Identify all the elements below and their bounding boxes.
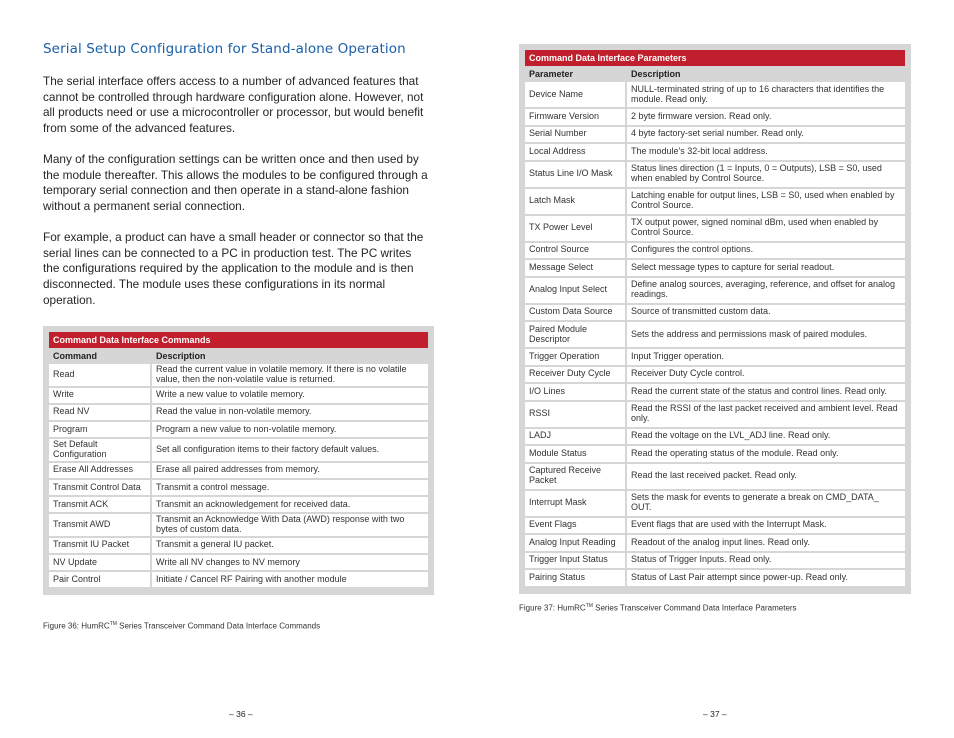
commands-table-body <box>49 364 428 589</box>
caption-suffix: Series Transceiver Command Data Interface Parameters <box>592 603 797 613</box>
table-row <box>525 260 905 278</box>
table-row <box>49 388 428 405</box>
parameters-table-frame <box>519 44 911 594</box>
table-cell-description: Set all configuration items to their factory default values. <box>152 439 428 463</box>
table-row <box>49 439 428 463</box>
table-cell-description: Read the RSSI of the last packet received and ambient level. Read only. <box>627 402 905 429</box>
table-row <box>525 322 905 349</box>
table-cell-description: Erase all paired addresses from memory. <box>152 463 428 480</box>
table-row <box>49 463 428 480</box>
table-cell-description: NULL-terminated string of up to 16 characters that identifies the module. Read only. <box>627 82 905 109</box>
table-row <box>525 305 905 323</box>
table-cell-description: Transmit an Acknowledge With Data (AWD) response with two bytes of custom data. <box>152 514 428 538</box>
trademark-mark: TM <box>109 621 117 627</box>
table-cell-description: Read the value in non-volatile memory. <box>152 405 428 422</box>
table-cell-description: Transmit an acknowledgement for received data. <box>152 497 428 514</box>
table-cell-name: Latch Mask <box>525 189 627 216</box>
table-row <box>525 518 905 536</box>
table-cell-description: Define analog sources, averaging, reference, and offset for analog readings. <box>627 278 905 305</box>
table-row <box>525 535 905 553</box>
table-row <box>49 538 428 555</box>
table-cell-name: Paired Module Descriptor <box>525 322 627 349</box>
table-cell-name: Captured Receive Packet <box>525 464 627 491</box>
table-row <box>525 570 905 588</box>
table-row <box>525 349 905 367</box>
right-page <box>477 0 954 738</box>
table-cell-name: Module Status <box>525 446 627 464</box>
table-row <box>49 497 428 514</box>
page-number: – 37 – <box>703 709 727 719</box>
table-cell-name: Serial Number <box>525 127 627 145</box>
table-cell-description: Initiate / Cancel RF Pairing with another module <box>152 572 428 589</box>
table-cell-description: Read the current value in volatile memory. If there is no volatile value, then the non-volatile value is returned. <box>152 364 428 388</box>
table-cell-name: Local Address <box>525 144 627 162</box>
commands-col-description: Description <box>152 348 428 364</box>
caption-suffix: Series Transceiver Command Data Interface Commands <box>116 621 321 631</box>
table-cell-name: Firmware Version <box>525 109 627 127</box>
table-cell-name: Read NV <box>49 405 152 422</box>
commands-table-frame <box>43 326 434 595</box>
page-number: – 36 – <box>229 709 253 719</box>
table-cell-name: Read <box>49 364 152 388</box>
table-cell-name: Trigger Operation <box>525 349 627 367</box>
commands-table-title: Command Data Interface Commands <box>49 332 428 348</box>
section-title: Serial Setup Configuration for Stand-alone Operation <box>43 41 406 57</box>
table-row <box>49 364 428 388</box>
table-cell-description: Sets the address and permissions mask of paired modules. <box>627 322 905 349</box>
table-row <box>525 189 905 216</box>
table-row <box>49 555 428 572</box>
table-cell-name: Control Source <box>525 243 627 261</box>
parameters-table-body <box>525 82 905 588</box>
table-cell-name: Analog Input Select <box>525 278 627 305</box>
table-cell-description: Read the current state of the status and control lines. Read only. <box>627 384 905 402</box>
table-cell-description: Readout of the analog input lines. Read only. <box>627 535 905 553</box>
table-cell-description: Program a new value to non-volatile memory. <box>152 422 428 439</box>
table-row <box>525 553 905 571</box>
figure-36-caption <box>43 621 320 631</box>
table-row <box>525 384 905 402</box>
table-cell-description: TX output power, signed nominal dBm, used when enabled by Control Source. <box>627 216 905 243</box>
caption-prefix: Figure 36: HumRC <box>43 621 110 631</box>
table-row <box>525 162 905 189</box>
table-cell-name: Analog Input Reading <box>525 535 627 553</box>
table-cell-description: Transmit a control message. <box>152 480 428 497</box>
table-cell-description: Write a new value to volatile memory. <box>152 388 428 405</box>
table-cell-name: NV Update <box>49 555 152 572</box>
table-cell-name: Message Select <box>525 260 627 278</box>
table-row <box>49 405 428 422</box>
paragraph-example: For example, a product can have a small header or connector so that the serial lines can be connected to a PC in production test. The PC writes the configurations required by the application to the module and is then disconnected. The module uses these configurations in its normal operation. <box>43 230 424 307</box>
table-row <box>525 278 905 305</box>
paragraph-config: Many of the configuration settings can be written once and then used by the module thereafter. This allows the modules to be configured through a temporary serial connection and then operate in a stand-alone fashion without a permanent serial connection. <box>43 152 428 214</box>
table-row <box>49 480 428 497</box>
table-row <box>525 109 905 127</box>
table-cell-description: Sets the mask for events to generate a break on CMD_DATA_ OUT. <box>627 491 905 518</box>
table-cell-name: Receiver Duty Cycle <box>525 367 627 385</box>
table-cell-name: Interrupt Mask <box>525 491 627 518</box>
table-cell-description: 4 byte factory-set serial number. Read only. <box>627 127 905 145</box>
table-cell-description: Transmit a general IU packet. <box>152 538 428 555</box>
parameters-col-description: Description <box>627 66 905 82</box>
table-row <box>525 144 905 162</box>
parameters-table-title: Command Data Interface Parameters <box>525 50 905 66</box>
table-cell-name: Trigger Input Status <box>525 553 627 571</box>
table-cell-name: I/O Lines <box>525 384 627 402</box>
table-row <box>49 572 428 589</box>
table-cell-name: Erase All Addresses <box>49 463 152 480</box>
table-cell-description: Source of transmitted custom data. <box>627 305 905 323</box>
table-cell-description: Select message types to capture for serial readout. <box>627 260 905 278</box>
parameters-col-parameter: Parameter <box>525 66 627 82</box>
figure-37-caption <box>519 603 797 613</box>
table-cell-description: Event flags that are used with the Interrupt Mask. <box>627 518 905 536</box>
commands-col-command: Command <box>49 348 152 364</box>
table-row <box>525 464 905 491</box>
parameters-table <box>525 50 905 588</box>
table-cell-name: Custom Data Source <box>525 305 627 323</box>
table-row <box>525 216 905 243</box>
table-cell-description: Receiver Duty Cycle control. <box>627 367 905 385</box>
table-cell-name: Pair Control <box>49 572 152 589</box>
table-cell-description: Configures the control options. <box>627 243 905 261</box>
table-cell-description: Status of Trigger Inputs. Read only. <box>627 553 905 571</box>
table-cell-description: Read the operating status of the module. Read only. <box>627 446 905 464</box>
table-row <box>525 243 905 261</box>
table-cell-description: Status lines direction (1 = Inputs, 0 = Outputs), LSB = S0, used when enabled by Control Source. <box>627 162 905 189</box>
table-row <box>525 429 905 447</box>
table-cell-name: RSSI <box>525 402 627 429</box>
table-row <box>525 402 905 429</box>
table-row <box>525 127 905 145</box>
table-cell-description: Read the voltage on the LVL_ADJ line. Read only. <box>627 429 905 447</box>
table-cell-description: Write all NV changes to NV memory <box>152 555 428 572</box>
table-cell-description: Read the last received packet. Read only. <box>627 464 905 491</box>
table-row <box>49 422 428 439</box>
table-cell-description: The module's 32-bit local address. <box>627 144 905 162</box>
table-row <box>525 491 905 518</box>
table-cell-description: Status of Last Pair attempt since power-up. Read only. <box>627 570 905 588</box>
table-cell-name: Program <box>49 422 152 439</box>
table-cell-description: Input Trigger operation. <box>627 349 905 367</box>
table-cell-description: 2 byte firmware version. Read only. <box>627 109 905 127</box>
table-cell-name: Transmit IU Packet <box>49 538 152 555</box>
table-cell-name: Transmit Control Data <box>49 480 152 497</box>
table-cell-name: Transmit AWD <box>49 514 152 538</box>
table-row <box>525 82 905 109</box>
table-cell-description: Latching enable for output lines, LSB = S0, used when enabled by Control Source. <box>627 189 905 216</box>
table-row <box>525 446 905 464</box>
table-cell-name: Transmit ACK <box>49 497 152 514</box>
table-cell-name: Status Line I/O Mask <box>525 162 627 189</box>
paragraph-intro: The serial interface offers access to a number of advanced features that cannot be controlled through hardware configuration alone. However, not all products need or use a microcontroller or processor, but would benefit from some of the advanced features. <box>43 74 424 136</box>
commands-table <box>49 332 428 589</box>
table-cell-name: Device Name <box>525 82 627 109</box>
caption-prefix: Figure 37: HumRC <box>519 603 586 613</box>
table-cell-name: Set Default Configuration <box>49 439 152 463</box>
table-cell-name: LADJ <box>525 429 627 447</box>
table-cell-name: Event Flags <box>525 518 627 536</box>
table-cell-name: Write <box>49 388 152 405</box>
table-cell-name: TX Power Level <box>525 216 627 243</box>
trademark-mark: TM <box>585 603 593 609</box>
table-row <box>525 367 905 385</box>
table-cell-name: Pairing Status <box>525 570 627 588</box>
table-row <box>49 514 428 538</box>
